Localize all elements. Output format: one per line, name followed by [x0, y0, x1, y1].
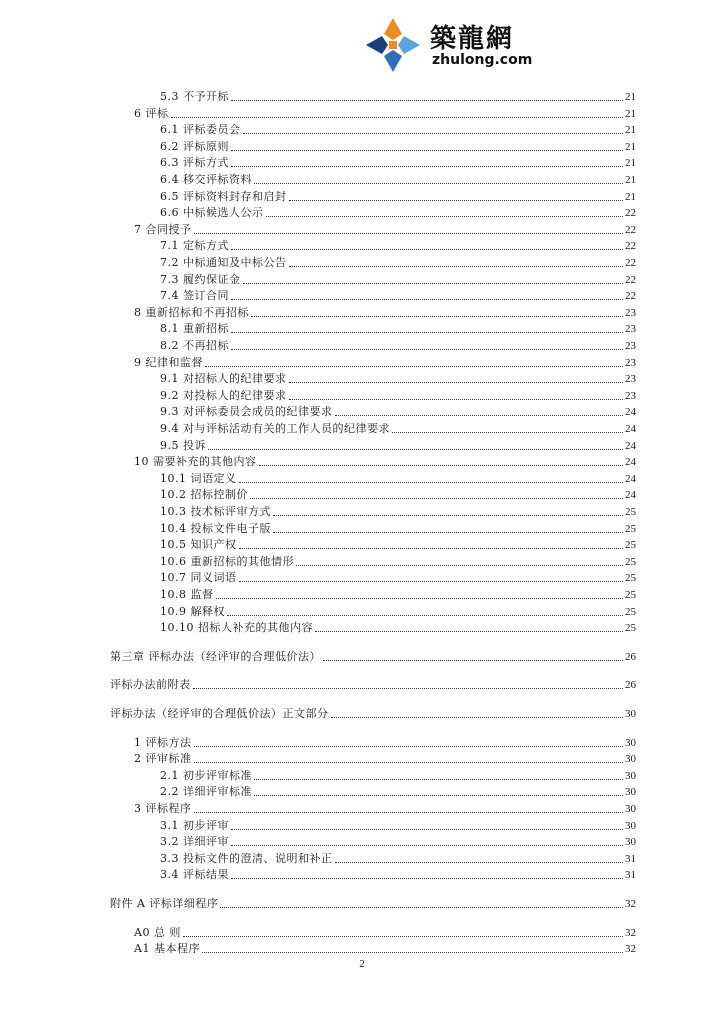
- toc-entry-title: 附件 A 评标详细程序: [110, 897, 219, 910]
- toc-entry-page: 21: [625, 107, 636, 120]
- toc-leader-dots: [331, 717, 624, 718]
- toc-entry-title: 6 评标: [134, 106, 169, 120]
- toc-leader-dots: [392, 432, 623, 433]
- toc-entry-title: 6.2 评标原则: [160, 139, 229, 153]
- toc-entry-page: 21: [625, 140, 636, 153]
- toc-entry: [110, 895, 636, 911]
- toc-entry-page: 22: [625, 273, 636, 286]
- toc-leader-dots: [335, 862, 624, 863]
- toc-entry: [134, 453, 636, 469]
- toc-entry-title: 10.3 技术标评审方式: [160, 505, 271, 518]
- toc-entry: [160, 337, 636, 353]
- toc-entry-page: 21: [625, 91, 636, 103]
- toc-entry-page: 30: [625, 836, 636, 849]
- toc-leader-dots: [315, 631, 623, 632]
- toc-leader-dots: [239, 482, 624, 483]
- toc-entry-page: 25: [625, 506, 636, 518]
- toc-entry: [160, 603, 636, 619]
- toc-entry-page: 21: [625, 157, 636, 170]
- toc-leader-dots: [266, 216, 624, 217]
- toc-entry: [110, 705, 636, 721]
- toc-entry: [160, 553, 636, 569]
- toc-entry-title: 2.1 初步评审标准: [160, 768, 252, 782]
- toc-entry-title: 3.1 初步评审: [160, 818, 229, 832]
- toc-entry: [160, 817, 636, 833]
- toc-leader-dots: [243, 133, 624, 134]
- toc-entry-page: 23: [625, 373, 636, 386]
- zhulong-logo: [362, 14, 542, 76]
- toc-leader-dots: [193, 688, 624, 689]
- toc-entry: [160, 437, 636, 453]
- toc-entry: [160, 767, 636, 783]
- toc-entry-page: 23: [625, 323, 636, 336]
- toc-entry-title: 第三章 评标办法（经评审的合理低价法）: [110, 649, 321, 663]
- toc-entry-title: 9.5 投诉: [160, 438, 206, 452]
- toc-leader-dots: [231, 349, 623, 350]
- toc-entry-page: 30: [625, 803, 636, 815]
- toc-entry: [160, 536, 636, 552]
- toc-leader-dots: [205, 366, 623, 367]
- toc-leader-dots: [239, 548, 624, 549]
- toc-entry-page: 21: [625, 124, 636, 137]
- toc-entry-page: 31: [625, 852, 636, 865]
- toc-entry-title: 9 纪律和监督: [134, 355, 203, 369]
- toc-entry-title: 2.2 详细评审标准: [160, 785, 252, 799]
- toc-entry: [160, 586, 636, 602]
- toc-entry: [134, 924, 636, 940]
- zhulong-logo-icon: [362, 14, 424, 76]
- toc-entry-title: 9.4 对与评标活动有关的工作人员的纪律要求: [160, 422, 390, 435]
- toc-entry-title: 评标办法（经评审的合理低价法）正文部分: [110, 707, 329, 720]
- toc-entry-page: 25: [625, 572, 636, 585]
- toc-entry: [110, 676, 636, 692]
- toc-entry-page: 31: [625, 869, 636, 882]
- toc-leader-dots: [254, 795, 623, 796]
- logo-chinese-text: 築龍網: [430, 24, 515, 54]
- toc-entry-title: A0 总 则: [134, 925, 181, 939]
- toc-entry-title: 10.2 招标控制价: [160, 488, 248, 502]
- toc-entry-title: 3.3 投标文件的澄清、说明和补正: [160, 851, 333, 865]
- toc-entry-page: 21: [625, 190, 636, 203]
- toc-entry: [160, 520, 636, 536]
- toc-entry-title: 9.3 对评标委员会成员的纪律要求: [160, 405, 333, 419]
- toc-entry-page: 30: [625, 753, 636, 766]
- toc-leader-dots: [273, 532, 623, 533]
- toc-entry: [160, 271, 636, 287]
- toc-leader-dots: [231, 150, 623, 151]
- toc-entry: [160, 237, 636, 253]
- toc-entry-title: 7 合同授予: [134, 222, 192, 236]
- toc-leader-dots: [289, 399, 624, 400]
- toc-entry-title: 6.3 评标方式: [160, 156, 229, 170]
- toc-leader-dots: [289, 382, 624, 383]
- toc-entry-page: 24: [625, 472, 636, 485]
- toc-leader-dots: [335, 415, 624, 416]
- toc-leader-dots: [220, 907, 623, 908]
- toc-entry-page: 24: [625, 489, 636, 502]
- toc-entry-title: 7.4 签订合同: [160, 289, 229, 303]
- toc-entry-title: 1 评标方法: [134, 735, 192, 749]
- toc-leader-dots: [171, 117, 624, 118]
- toc-entry-title: 7.1 定标方式: [160, 239, 229, 253]
- toc-entry: [160, 287, 636, 303]
- toc-entry-page: 25: [625, 539, 636, 552]
- toc-entry-page: 25: [625, 605, 636, 618]
- toc-leader-dots: [254, 183, 623, 184]
- toc-entry-title: 10.9 解释权: [160, 604, 225, 618]
- toc-entry-title: 6.1 评标委员会: [160, 123, 241, 137]
- toc-entry: [134, 354, 636, 370]
- toc-entry-page: 25: [625, 555, 636, 568]
- toc-entry-title: 7.3 履约保证金: [160, 272, 241, 286]
- toc-leader-dots: [231, 100, 623, 101]
- toc-entry: [160, 503, 636, 519]
- toc-entry-page: 24: [625, 406, 636, 419]
- toc-entry-title: 8 重新招标和不再招标: [134, 305, 249, 319]
- toc-entry-page: 22: [625, 290, 636, 303]
- toc-entry: [134, 304, 636, 320]
- toc-entry-title: A1 基本程序: [134, 942, 200, 956]
- toc-entry: [134, 105, 636, 121]
- toc-entry-page: 26: [625, 650, 636, 663]
- toc-leader-dots: [231, 829, 623, 830]
- toc-entry: [160, 121, 636, 137]
- page-number: 2: [359, 958, 365, 970]
- toc-entry-page: 24: [625, 456, 636, 469]
- toc-entry: [160, 486, 636, 502]
- toc-entry-page: 25: [625, 589, 636, 601]
- toc-entry-title: 3 评标程序: [134, 802, 192, 815]
- toc-leader-dots: [239, 581, 624, 582]
- toc-entry-page: 23: [625, 306, 636, 319]
- toc-entry: [160, 204, 636, 220]
- toc-leader-dots: [259, 465, 624, 466]
- toc-entry-page: 22: [625, 207, 636, 220]
- toc-entry-title: 10.10 招标人补充的其他内容: [160, 621, 313, 635]
- toc-entry-title: 6.4 移交评标资料: [160, 173, 252, 186]
- toc-leader-dots: [194, 233, 624, 234]
- toc-entry-page: 24: [625, 439, 636, 452]
- toc-entry: [160, 569, 636, 585]
- toc-leader-dots: [254, 779, 623, 780]
- toc-leader-dots: [216, 598, 624, 599]
- toc-entry: [160, 88, 636, 104]
- toc-entry: [160, 403, 636, 419]
- toc-entry: [160, 470, 636, 486]
- toc-leader-dots: [231, 249, 623, 250]
- toc-leader-dots: [251, 316, 623, 317]
- toc-leader-dots: [231, 332, 623, 333]
- toc-entry-page: 30: [625, 736, 636, 749]
- toc-entry-title: 10 需要补充的其他内容: [134, 455, 257, 469]
- toc-entry: [110, 648, 636, 664]
- toc-entry-title: 8.2 不再招标: [160, 339, 229, 352]
- toc-entry-page: 32: [625, 898, 636, 910]
- toc-entry-title: 6.6 中标候选人公示: [160, 206, 264, 220]
- toc-entry-page: 30: [625, 819, 636, 832]
- toc-entry: [160, 833, 636, 849]
- toc-entry: [160, 387, 636, 403]
- toc-entry-title: 9.1 对招标人的纪律要求: [160, 372, 287, 386]
- toc-leader-dots: [208, 449, 623, 450]
- toc-leader-dots: [231, 299, 623, 300]
- toc-entry-page: 25: [625, 522, 636, 535]
- toc-entry: [160, 619, 636, 635]
- toc-entry-page: 23: [625, 389, 636, 402]
- toc-entry-page: 22: [625, 240, 636, 253]
- toc-entry-page: 30: [625, 786, 636, 799]
- toc-entry: [160, 171, 636, 187]
- toc-entry-title: 10.7 同义词语: [160, 571, 237, 585]
- toc-leader-dots: [202, 952, 623, 953]
- toc-entry: [134, 800, 636, 816]
- toc-leader-dots: [231, 166, 623, 167]
- toc-leader-dots: [194, 762, 624, 763]
- toc-entry-page: 23: [625, 340, 636, 352]
- toc-entry: [134, 750, 636, 766]
- toc-entry-page: 21: [625, 174, 636, 186]
- toc-entry-title: 5.3 不予开标: [160, 90, 229, 103]
- toc-leader-dots: [227, 615, 623, 616]
- toc-entry-title: 10.1 词语定义: [160, 471, 237, 485]
- toc-entry: [160, 254, 636, 270]
- toc-leader-dots: [296, 565, 623, 566]
- toc-entry-page: 32: [625, 926, 636, 939]
- toc-entry-page: 22: [625, 257, 636, 269]
- toc-leader-dots: [243, 283, 624, 284]
- toc-entry-title: 8.1 重新招标: [160, 322, 229, 336]
- toc-entry: [160, 154, 636, 170]
- toc-entry-title: 10.5 知识产权: [160, 538, 237, 552]
- toc-entry-page: 24: [625, 423, 636, 435]
- toc-entry-title: 3.2 详细评审: [160, 835, 229, 849]
- toc-entry-title: 10.6 重新招标的其他情形: [160, 554, 294, 568]
- toc-leader-dots: [289, 266, 624, 267]
- toc-entry-title: 评标办法前附表: [110, 678, 191, 692]
- toc-entry-title: 7.2 中标通知及中标公告: [160, 256, 287, 269]
- toc-entry-title: 9.2 对投标人的纪律要求: [160, 388, 287, 402]
- toc-entry-page: 26: [625, 679, 636, 692]
- logo-english-text: zhulong.com: [432, 52, 533, 68]
- toc-entry: [160, 138, 636, 154]
- toc-entry: [160, 420, 636, 436]
- toc-entry: [160, 320, 636, 336]
- toc-entry-page: 23: [625, 356, 636, 369]
- toc-leader-dots: [250, 498, 623, 499]
- toc-entry: [160, 188, 636, 204]
- toc-entry-title: 2 评审标准: [134, 752, 192, 766]
- toc-leader-dots: [194, 746, 624, 747]
- toc-entry: [160, 783, 636, 799]
- toc-entry: [134, 221, 636, 237]
- toc-leader-dots: [231, 878, 623, 879]
- toc-entry-page: 22: [625, 223, 636, 236]
- toc-leader-dots: [183, 936, 623, 937]
- toc-leader-dots: [273, 515, 623, 516]
- toc-entry: [134, 940, 636, 956]
- toc-entry: [134, 734, 636, 750]
- toc-entry-title: 3.4 评标结果: [160, 868, 229, 882]
- toc-entry: [160, 370, 636, 386]
- toc-leader-dots: [289, 200, 624, 201]
- toc-entry-title: 10.4 投标文件电子版: [160, 521, 271, 535]
- toc-entry-page: 30: [625, 708, 636, 720]
- toc-leader-dots: [194, 812, 624, 813]
- toc-entry: [160, 850, 636, 866]
- toc-entry-page: 32: [625, 943, 636, 956]
- toc-leader-dots: [231, 845, 623, 846]
- toc-leader-dots: [323, 660, 623, 661]
- toc-entry-title: 6.5 评标资料封存和启封: [160, 189, 287, 203]
- toc-entry-page: 25: [625, 622, 636, 635]
- toc-entry-page: 30: [625, 769, 636, 782]
- toc-entry: [160, 866, 636, 882]
- toc-entry-title: 10.8 监督: [160, 588, 214, 601]
